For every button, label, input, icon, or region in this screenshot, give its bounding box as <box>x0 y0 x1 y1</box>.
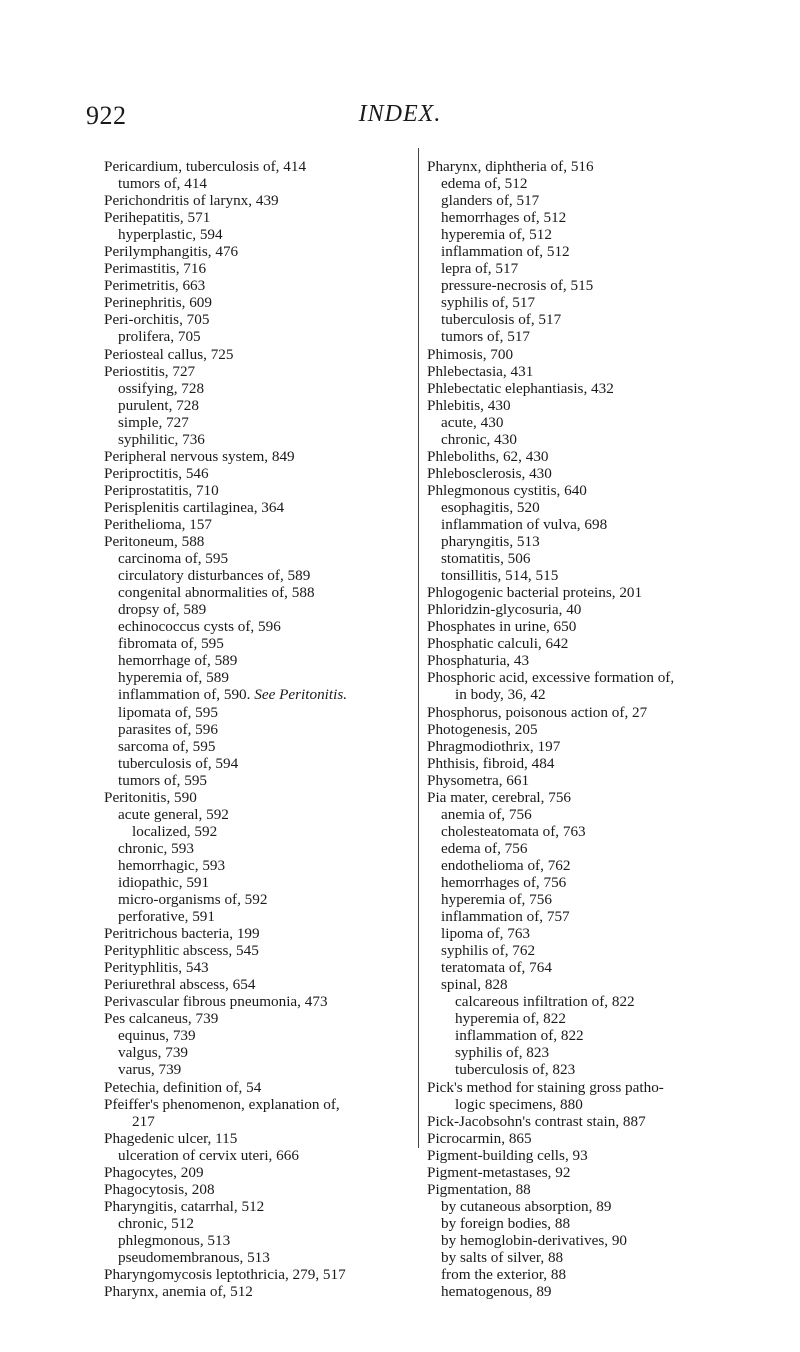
index-heading <box>104 243 434 260</box>
index-entry-text: by cutaneous absorption, 89 <box>441 1197 612 1215</box>
index-subentry <box>104 226 434 243</box>
index-entry-text: Perisplenitis cartilaginea, 364 <box>104 498 285 516</box>
index-subentry <box>104 635 434 652</box>
index-subentry <box>427 499 767 516</box>
index-subentry <box>427 1061 767 1078</box>
index-entry-text: Periostitis, 727 <box>104 362 196 380</box>
index-heading <box>104 789 434 806</box>
index-heading <box>427 789 767 806</box>
index-entry-text: ossifying, 728 <box>118 379 205 397</box>
index-entry-text: Phlebitis, 430 <box>427 396 511 414</box>
index-entry-text: sarcoma of, 595 <box>118 737 216 755</box>
index-entry-text: Peritoneum, 588 <box>104 533 205 551</box>
index-subentry <box>427 260 767 277</box>
index-heading <box>427 584 767 601</box>
index-heading <box>427 755 767 772</box>
index-subentry <box>104 1232 434 1249</box>
index-subentry <box>104 669 434 686</box>
index-entry-text: tonsillitis, 514, 515 <box>441 567 559 585</box>
index-heading <box>104 1130 434 1147</box>
index-entry-text: Perithelioma, 157 <box>104 515 212 533</box>
index-subentry <box>427 516 767 533</box>
index-entry-text: Pes calcaneus, 739 <box>104 1010 219 1028</box>
index-heading <box>427 482 767 499</box>
index-entry-text: hyperemia of, 512 <box>441 226 552 244</box>
index-entry-text: Peripheral nervous system, 849 <box>104 447 295 465</box>
index-heading <box>104 1181 434 1198</box>
index-subentry <box>427 243 767 260</box>
index-entry-text: equinus, 739 <box>118 1027 196 1045</box>
index-entry-text: Perichondritis of larynx, 439 <box>104 192 279 210</box>
index-heading <box>427 397 767 414</box>
index-entry-text: esophagitis, 520 <box>441 498 540 516</box>
index-entry-text: inflammation of, 590. <box>118 686 251 704</box>
index-heading <box>427 721 767 738</box>
index-subentry <box>104 1249 434 1266</box>
index-subentry <box>427 567 767 584</box>
index-entry-text: prolifera, 705 <box>118 328 201 346</box>
index-entry-text: purulent, 728 <box>118 396 199 414</box>
see-reference: See Peritonitis. <box>254 686 348 704</box>
index-entry-text: Picrocarmin, 865 <box>427 1129 532 1147</box>
index-heading <box>104 311 434 328</box>
index-subentry <box>104 380 434 397</box>
index-entry-text: circulatory disturbances of, 589 <box>118 567 311 585</box>
index-subentry <box>104 772 434 789</box>
index-subentry <box>427 942 767 959</box>
index-entry-text: Phagocytosis, 208 <box>104 1180 215 1198</box>
index-subentry <box>427 294 767 311</box>
index-heading <box>427 1164 767 1181</box>
index-subentry <box>427 874 767 891</box>
index-entry-text: valgus, 739 <box>118 1044 189 1062</box>
index-subentry <box>427 993 767 1010</box>
index-entry-text: phlegmonous, 513 <box>118 1231 231 1249</box>
index-entry-text: tuberculosis of, 594 <box>118 754 239 772</box>
index-subentry <box>104 175 434 192</box>
index-heading <box>427 448 767 465</box>
index-entry-text: by foreign bodies, 88 <box>441 1214 571 1232</box>
index-entry-text: syphilis of, 823 <box>455 1044 550 1062</box>
index-entry-text: Pfeiffer's phenomenon, explanation of, <box>104 1095 340 1113</box>
index-entry-text: localized, 592 <box>132 822 218 840</box>
index-entry-text: Pharynx, diphtheria of, 516 <box>427 158 594 175</box>
index-heading <box>104 925 434 942</box>
index-heading <box>104 976 434 993</box>
index-entry-text: Phosphoric acid, excessive formation of, <box>427 669 675 687</box>
index-entry-text: Pharynx, anemia of, 512 <box>104 1283 253 1301</box>
index-entry-text: pharyngitis, 513 <box>441 533 540 551</box>
index-entry-text: Perityphlitic abscess, 545 <box>104 942 259 960</box>
index-entry-text: pressure-necrosis of, 515 <box>441 277 594 295</box>
index-entry-text: Pigment-metastases, 92 <box>427 1163 571 1181</box>
index-subentry <box>104 721 434 738</box>
index-entry-text: syphilis of, 762 <box>441 942 536 960</box>
index-heading <box>104 1096 434 1113</box>
index-entry-text: Phosphatic calculi, 642 <box>427 635 569 653</box>
index-entry-text: Pick's method for staining gross patho- <box>427 1078 664 1096</box>
index-entry-text: Perivascular fibrous pneumonia, 473 <box>104 993 328 1011</box>
index-entry-text: Phlogogenic bacterial proteins, 201 <box>427 584 643 602</box>
index-entry-text: chronic, 512 <box>118 1214 194 1232</box>
index-subentry <box>427 840 767 857</box>
index-entry-text: ulceration of cervix uteri, 666 <box>118 1146 299 1164</box>
index-entry-text: Periurethral abscess, 654 <box>104 976 256 994</box>
index-continuation <box>104 1113 434 1130</box>
index-entry-text: hemorrhagic, 593 <box>118 856 226 874</box>
index-subentry <box>427 891 767 908</box>
index-entry-text: 217 <box>132 1112 155 1130</box>
index-entry-text: Phosphorus, poisonous action of, 27 <box>427 703 648 721</box>
index-entry-text: acute general, 592 <box>118 805 229 823</box>
index-heading <box>427 635 767 652</box>
index-heading <box>427 738 767 755</box>
index-subentry <box>427 1283 767 1300</box>
index-heading <box>104 363 434 380</box>
index-heading <box>427 618 767 635</box>
index-heading <box>104 1164 434 1181</box>
index-subentry <box>104 431 434 448</box>
index-subentry <box>104 328 434 345</box>
index-entry-text: Phthisis, fibroid, 484 <box>427 754 555 772</box>
index-subentry <box>104 823 434 840</box>
index-entry-text: Pick-Jacobsohn's contrast stain, 887 <box>427 1112 646 1130</box>
index-entry-text: Pia mater, cerebral, 756 <box>427 788 572 806</box>
index-heading <box>427 346 767 363</box>
index-entry-text: perforative, 591 <box>118 908 215 926</box>
index-entry-text: Periproctitis, 546 <box>104 464 209 482</box>
index-entry-text: hyperplastic, 594 <box>118 226 223 244</box>
index-entry-text: Perinephritis, 609 <box>104 294 212 312</box>
index-subentry <box>104 1044 434 1061</box>
index-heading <box>104 482 434 499</box>
index-subentry <box>427 1027 767 1044</box>
index-subentry <box>427 1044 767 1061</box>
index-subentry <box>427 311 767 328</box>
index-entry-text: Phlebectatic elephantiasis, 432 <box>427 379 614 397</box>
index-entry-text: inflammation of, 822 <box>455 1027 584 1045</box>
index-entry-text: carcinoma of, 595 <box>118 550 229 568</box>
index-heading <box>427 1181 767 1198</box>
index-heading <box>104 1010 434 1027</box>
index-subentry <box>427 1010 767 1027</box>
index-heading <box>427 601 767 618</box>
index-subentry <box>427 823 767 840</box>
index-heading <box>427 1130 767 1147</box>
index-entry-text: stomatitis, 506 <box>441 550 531 568</box>
index-entry-text: Pigmentation, 88 <box>427 1180 531 1198</box>
index-subentry <box>104 840 434 857</box>
index-heading <box>427 669 767 686</box>
index-subentry <box>104 618 434 635</box>
index-entry-text: in body, 36, 42 <box>455 686 546 704</box>
index-heading <box>427 772 767 789</box>
index-entry-text: lipoma of, 763 <box>441 925 531 943</box>
index-subentry <box>104 1147 434 1164</box>
index-heading <box>104 158 434 175</box>
index-entry-text: varus, 739 <box>118 1061 182 1079</box>
index-heading <box>427 704 767 721</box>
index-entry-text: tumors of, 595 <box>118 771 208 789</box>
index-entry-text: Peritrichous bacteria, 199 <box>104 925 260 943</box>
index-entry-text: Physometra, 661 <box>427 771 530 789</box>
index-subentry <box>427 414 767 431</box>
index-entry-text: lepra of, 517 <box>441 260 519 278</box>
index-entry-text: endothelioma of, 762 <box>441 856 571 874</box>
index-subentry <box>104 908 434 925</box>
index-subentry <box>427 857 767 874</box>
index-entry-text: Phloridzin-glycosuria, 40 <box>427 601 582 619</box>
index-subentry <box>427 959 767 976</box>
index-entry-text: inflammation of, 757 <box>441 908 570 926</box>
index-heading <box>104 209 434 226</box>
index-subentry <box>104 1215 434 1232</box>
index-entry-text: Perimastitis, 716 <box>104 260 207 278</box>
index-subentry <box>427 925 767 942</box>
index-subentry <box>104 584 434 601</box>
index-entry-text: simple, 727 <box>118 413 189 431</box>
index-entry-text: Phagocytes, 209 <box>104 1163 204 1181</box>
index-entry-text: hemorrhages of, 756 <box>441 873 567 891</box>
index-entry-text: fibromata of, 595 <box>118 635 224 653</box>
index-entry-text: congenital abnormalities of, 588 <box>118 584 315 602</box>
index-subentry <box>427 1198 767 1215</box>
index-entry-text: Pigment-building cells, 93 <box>427 1146 588 1164</box>
index-heading <box>427 363 767 380</box>
index-subentry <box>104 686 434 703</box>
index-subentry <box>427 192 767 209</box>
index-entry-text: Phlebosclerosis, 430 <box>427 464 552 482</box>
index-entry-text: Petechia, definition of, 54 <box>104 1078 262 1096</box>
index-subentry <box>104 567 434 584</box>
index-entry-text: tuberculosis of, 517 <box>441 311 562 329</box>
index-entry-text: anemia of, 756 <box>441 805 532 823</box>
index-heading <box>427 652 767 669</box>
index-subentry <box>104 397 434 414</box>
index-entry-text: Phimosis, 700 <box>427 345 514 363</box>
index-heading <box>427 1147 767 1164</box>
index-heading <box>104 277 434 294</box>
index-subentry <box>427 209 767 226</box>
index-heading <box>427 1079 767 1096</box>
index-entry-text: tumors of, 414 <box>118 175 208 193</box>
index-subentry <box>427 1249 767 1266</box>
running-head-title: INDEX. <box>358 101 442 127</box>
index-heading <box>104 516 434 533</box>
index-entry-text: hematogenous, 89 <box>441 1283 552 1301</box>
index-heading <box>104 959 434 976</box>
index-entry-text: edema of, 756 <box>441 839 528 857</box>
index-entry-text: by salts of silver, 88 <box>441 1249 564 1266</box>
index-entry-text: glanders of, 517 <box>441 192 540 210</box>
index-entry-text: lipomata of, 595 <box>118 703 218 721</box>
index-entry-text: inflammation of, 512 <box>441 243 570 261</box>
index-entry-text: idiopathic, 591 <box>118 873 210 891</box>
index-entry-text: from the exterior, 88 <box>441 1266 567 1284</box>
index-entry-text: hyperemia of, 822 <box>455 1010 566 1028</box>
index-heading <box>104 448 434 465</box>
index-subentry <box>104 891 434 908</box>
index-subentry <box>104 874 434 891</box>
index-entry-text: Photogenesis, 205 <box>427 720 538 738</box>
index-subentry <box>427 550 767 567</box>
index-subentry <box>104 550 434 567</box>
index-entry-text: acute, 430 <box>441 413 504 431</box>
index-heading <box>427 380 767 397</box>
index-heading <box>104 499 434 516</box>
index-subentry <box>427 175 767 192</box>
index-entry-text: hyperemia of, 589 <box>118 669 229 687</box>
index-continuation <box>427 1096 767 1113</box>
index-entry-text: hemorrhages of, 512 <box>441 209 567 227</box>
index-entry-text: cholesteatomata of, 763 <box>441 822 586 840</box>
index-subentry <box>104 806 434 823</box>
index-entry-text: tuberculosis of, 823 <box>455 1061 576 1079</box>
index-subentry <box>427 431 767 448</box>
index-subentry <box>104 1061 434 1078</box>
index-entry-text: parasites of, 596 <box>118 720 218 738</box>
index-entry-text: Phosphaturia, 43 <box>427 652 530 670</box>
index-entry-text: syphilis of, 517 <box>441 294 536 312</box>
index-entry-text: Perilymphangitis, 476 <box>104 243 239 261</box>
index-subentry <box>427 277 767 294</box>
index-entry-text: micro-organisms of, 592 <box>118 891 268 909</box>
index-heading <box>427 1113 767 1130</box>
index-entry-text: echinococcus cysts of, 596 <box>118 618 281 636</box>
index-subentry <box>104 601 434 618</box>
index-subentry <box>104 1027 434 1044</box>
index-heading <box>427 465 767 482</box>
index-subentry <box>104 857 434 874</box>
index-subentry <box>427 1266 767 1283</box>
index-subentry <box>427 328 767 345</box>
index-entry-text: chronic, 593 <box>118 839 194 857</box>
index-entry-text: Phosphates in urine, 650 <box>427 618 577 636</box>
index-entry-text: Phlebectasia, 431 <box>427 362 534 380</box>
index-column-right <box>427 158 767 1300</box>
index-heading <box>104 192 434 209</box>
index-entry-text: Perityphlitis, 543 <box>104 959 209 977</box>
index-entry-text: teratomata of, 764 <box>441 959 552 977</box>
index-entry-text: Phlegmonous cystitis, 640 <box>427 481 587 499</box>
index-heading <box>427 158 767 175</box>
index-entry-text: hemorrhage of, 589 <box>118 652 238 670</box>
index-entry-text: syphilitic, 736 <box>118 430 205 448</box>
index-heading <box>104 1283 434 1300</box>
index-heading <box>104 260 434 277</box>
index-entry-text: Pharyngomycosis leptothricia, 279, 517 <box>104 1266 346 1284</box>
index-heading <box>104 1079 434 1096</box>
column-divider <box>418 148 419 1148</box>
index-entry-text: inflammation of vulva, 698 <box>441 515 608 533</box>
index-subentry <box>427 976 767 993</box>
index-entry-text: Peri-orchitis, 705 <box>104 311 210 329</box>
index-entry-text: Periprostatitis, 710 <box>104 481 219 499</box>
index-subentry <box>427 806 767 823</box>
index-entry-text: Peritonitis, 590 <box>104 788 197 806</box>
index-entry-text: pseudomembranous, 513 <box>118 1249 270 1266</box>
index-entry-text: Phleboliths, 62, 430 <box>427 447 549 465</box>
index-subentry <box>427 533 767 550</box>
index-entry-text: Periosteal callus, 725 <box>104 345 234 363</box>
page-number: 922 <box>86 101 127 130</box>
index-entry-text: Pharyngitis, catarrhal, 512 <box>104 1197 265 1215</box>
index-subentry <box>104 755 434 772</box>
index-subentry <box>104 738 434 755</box>
index-entry-text: chronic, 430 <box>441 430 517 448</box>
index-heading <box>104 346 434 363</box>
index-heading <box>104 1266 434 1283</box>
index-subentry <box>427 226 767 243</box>
index-subentry <box>104 652 434 669</box>
index-heading <box>104 942 434 959</box>
index-entry-text: logic specimens, 880 <box>455 1095 583 1113</box>
index-subentry <box>104 414 434 431</box>
index-entry-text: Perimetritis, 663 <box>104 277 206 295</box>
index-heading <box>104 1198 434 1215</box>
index-entry-text: Phagedenic ulcer, 115 <box>104 1129 238 1147</box>
index-subentry <box>104 704 434 721</box>
index-column-left <box>104 158 434 1300</box>
index-heading <box>104 465 434 482</box>
index-entry-text: calcareous infiltration of, 822 <box>455 993 635 1011</box>
index-continuation <box>427 686 767 703</box>
index-entry-text: tumors of, 517 <box>441 328 531 346</box>
index-subentry <box>427 908 767 925</box>
index-heading <box>104 533 434 550</box>
index-entry-text: spinal, 828 <box>441 976 508 994</box>
index-entry-text: by hemoglobin-derivatives, 90 <box>441 1231 628 1249</box>
index-entry-text: Perihepatitis, 571 <box>104 209 211 227</box>
index-heading <box>104 993 434 1010</box>
index-entry-text: hyperemia of, 756 <box>441 891 552 909</box>
index-entry-text: Phragmodiothrix, 197 <box>427 737 561 755</box>
index-entry-text: dropsy of, 589 <box>118 601 207 619</box>
index-entry-text: Pericardium, tuberculosis of, 414 <box>104 158 307 175</box>
index-heading <box>104 294 434 311</box>
index-subentry <box>427 1215 767 1232</box>
index-subentry <box>427 1232 767 1249</box>
index-entry-text: edema of, 512 <box>441 175 528 193</box>
